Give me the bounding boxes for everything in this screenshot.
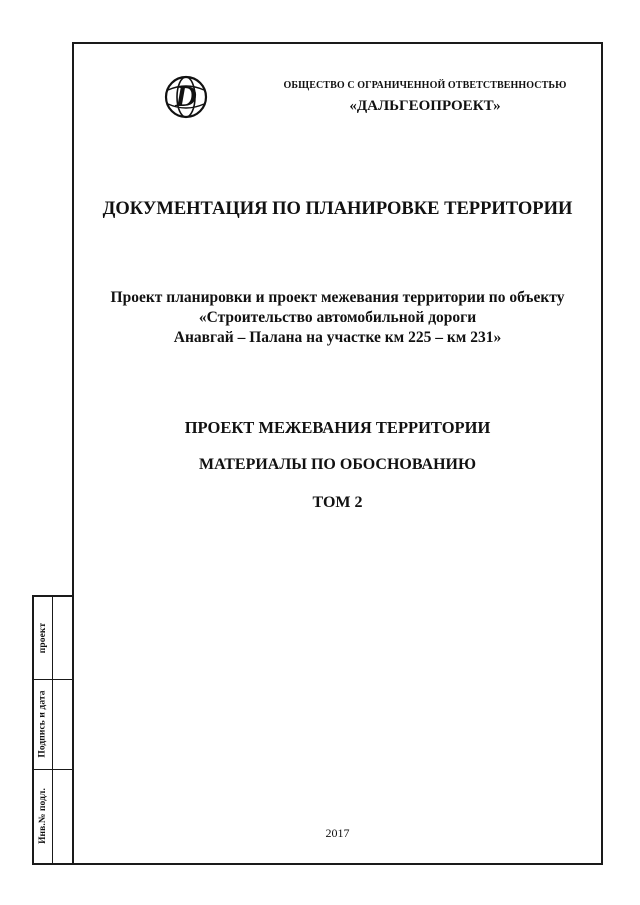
logo-letter: D [175,80,197,113]
organization-type: ОБЩЕСТВО С ОГРАНИЧЕННОЙ ОТВЕТСТВЕННОСТЬЮ [283,80,567,91]
document-title: ДОКУМЕНТАЦИЯ ПО ПЛАНИРОВКЕ ТЕРРИТОРИИ [102,199,573,219]
organization-name: «ДАЛЬГЕОПРОЕКТ» [349,98,501,114]
company-logo [160,70,212,122]
subtitle-line: Проект планировки и проект межевания территории по объекту [110,289,565,306]
page-frame [72,42,603,865]
side-stamp-cell-project [34,597,52,679]
materials-title: МАТЕРИАЛЫ ПО ОБОСНОВАНИЮ [198,456,476,473]
volume-number: ТОМ 2 [312,494,363,511]
document-year: 2017 [325,826,350,840]
side-stamp-label: проект [38,622,48,654]
subtitle-line: «Строительство автомобильной дороги [198,309,477,326]
side-stamp-inner-line [52,597,53,863]
subtitle-line: Анавгай – Палана на участке км 225 – км 231» [173,329,502,346]
section-title: ПРОЕКТ МЕЖЕВАНИЯ ТЕРРИТОРИИ [184,418,491,437]
project-subtitle [72,288,603,348]
side-stamp-label: Подпись и дата [38,690,49,758]
side-stamp-cell-inventory [34,769,52,863]
side-stamp [32,595,72,865]
side-stamp-cell-signature [34,679,52,769]
side-stamp-label: Инв.№ подл. [38,788,49,844]
